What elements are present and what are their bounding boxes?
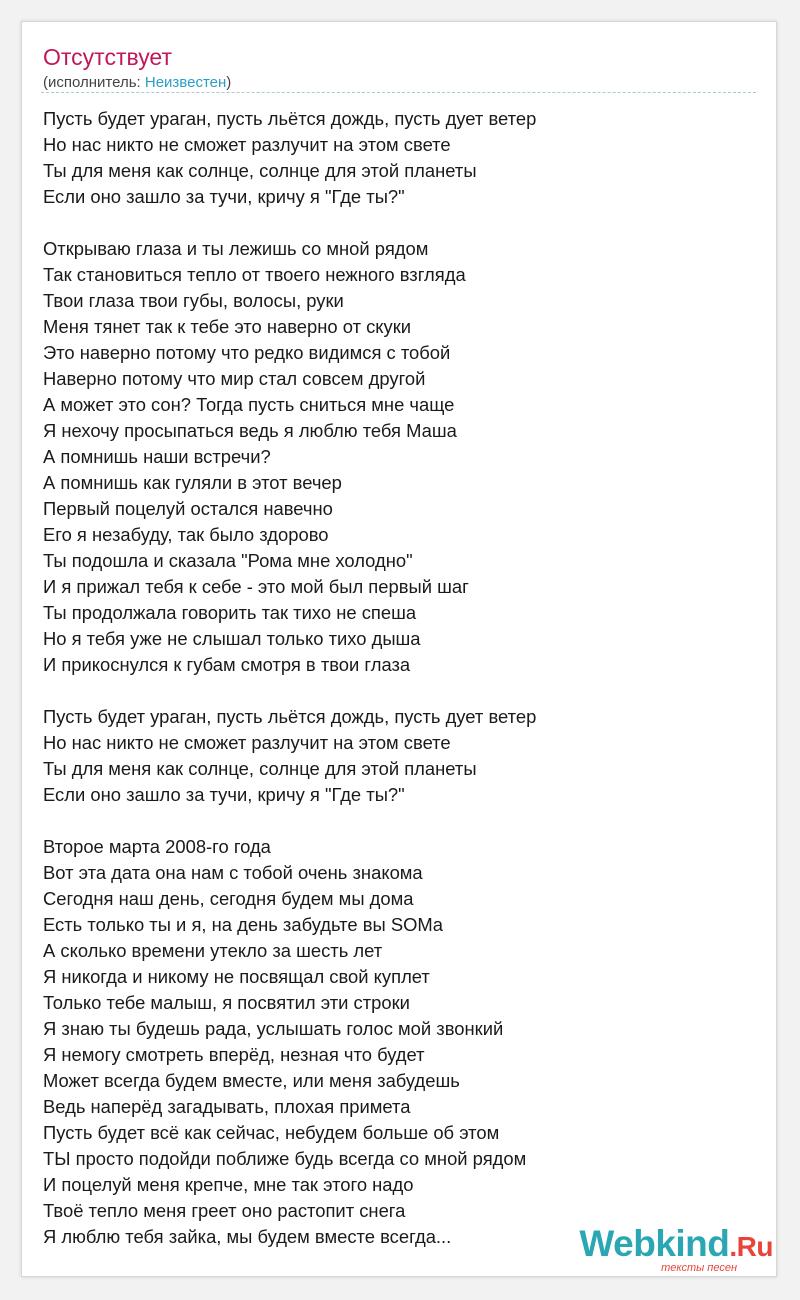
- lyric-line: Я нехочу просыпаться ведь я люблю тебя Маша: [43, 420, 457, 441]
- lyric-line: Но нас никто не сможет разлучит на этом свете: [43, 732, 451, 753]
- lyric-line: Ты подошла и сказала "Рома мне холодно": [43, 550, 413, 571]
- lyric-line: Вот эта дата она нам с тобой очень знакома: [43, 862, 423, 883]
- lyric-line: Я никогда и никому не посвящал свой куплет: [43, 966, 430, 987]
- lyric-line: А помнишь как гуляли в этот вечер: [43, 472, 342, 493]
- lyric-line: И поцелуй меня крепче, мне так этого надо: [43, 1174, 414, 1195]
- logo-tld: .Ru: [729, 1231, 773, 1262]
- lyrics-card: [21, 21, 777, 1277]
- logo-tagline: тексты песен: [661, 1262, 737, 1274]
- lyric-line: ТЫ просто подойди поближе будь всегда со мной рядом: [43, 1148, 527, 1169]
- lyric-line: Может всегда будем вместе, или меня забудешь: [43, 1070, 460, 1091]
- lyric-line: Если оно зашло за тучи, кричу я "Где ты?": [43, 784, 405, 805]
- lyric-line: Первый поцелуй остался навечно: [43, 498, 333, 519]
- header-divider: [41, 92, 756, 93]
- lyric-line: Я немогу смотреть вперёд, незная что будет: [43, 1044, 425, 1065]
- artist-link[interactable]: Неизвестен: [144, 74, 227, 91]
- lyric-line: Но я тебя уже не слышал только тихо дыша: [43, 628, 421, 649]
- logo-wordmark: [579, 1225, 773, 1266]
- lyric-line: Ты для меня как солнце, солнце для этой планеты: [43, 160, 477, 181]
- lyric-line: Твои глаза твои губы, волосы, руки: [43, 290, 344, 311]
- stanza-gap: [43, 210, 753, 236]
- lyric-line: И прикоснулся к губам смотря в твои глаза: [43, 654, 411, 675]
- lyric-line: А помнишь наши встречи?: [43, 446, 271, 467]
- lyric-line: Твоё тепло меня греет оно растопит снега: [43, 1200, 406, 1221]
- lyric-line: Ты для меня как солнце, солнце для этой планеты: [43, 758, 477, 779]
- lyric-line: Ведь наперёд загадывать, плохая примета: [43, 1096, 411, 1117]
- lyric-line: А может это сон? Тогда пусть сниться мне чаще: [43, 394, 455, 415]
- lyrics-text: [43, 106, 753, 1250]
- lyric-line: Так становиться тепло от твоего нежного взгляда: [43, 264, 466, 285]
- lyric-line: А сколько времени утекло за шесть лет: [43, 940, 383, 961]
- lyric-line: Я люблю тебя зайка, мы будем вместе всегда...: [43, 1226, 452, 1247]
- lyric-line: Если оно зашло за тучи, кричу я "Где ты?": [43, 186, 405, 207]
- lyric-line: Но нас никто не сможет разлучит на этом свете: [43, 134, 451, 155]
- lyric-line: Пусть будет ураган, пусть льётся дождь, пусть дует ветер: [43, 108, 537, 129]
- lyric-line: Я знаю ты будешь рада, услышать голос мой звонкий: [43, 1018, 504, 1039]
- stanza-gap: [43, 808, 753, 834]
- lyric-line: Есть только ты и я, на день забудьте вы SOMa: [43, 914, 443, 935]
- song-title: Отсутствует: [43, 44, 172, 70]
- artist-suffix: ): [226, 74, 232, 91]
- lyric-line: Сегодня наш день, сегодня будем мы дома: [43, 888, 414, 909]
- lyric-line: Пусть будет ураган, пусть льётся дождь, пусть дует ветер: [43, 706, 537, 727]
- site-logo[interactable]: [579, 1225, 773, 1274]
- logo-name: Webkind: [579, 1223, 730, 1264]
- lyric-line: Только тебе малыш, я посвятил эти строки: [43, 992, 410, 1013]
- lyric-line: Пусть будет всё как сейчас, небудем больше об этом: [43, 1122, 500, 1143]
- stanza-gap: [43, 678, 753, 704]
- lyric-line: Наверно потому что мир стал совсем другой: [43, 368, 426, 389]
- lyric-line: Это наверно потому что редко видимся с тобой: [43, 342, 451, 363]
- lyric-line: И я прижал тебя к себе - это мой был первый шаг: [43, 576, 469, 597]
- artist-prefix: (исполнитель:: [43, 74, 145, 91]
- lyric-line: Меня тянет так к тебе это наверно от скуки: [43, 316, 412, 337]
- artist-line: [43, 74, 231, 91]
- lyric-line: Второе марта 2008-го года: [43, 836, 271, 857]
- lyric-line: Ты продолжала говорить так тихо не спеша: [43, 602, 417, 623]
- lyric-line: Его я незабуду, так было здорово: [43, 524, 329, 545]
- lyric-line: Открываю глаза и ты лежишь со мной рядом: [43, 238, 429, 259]
